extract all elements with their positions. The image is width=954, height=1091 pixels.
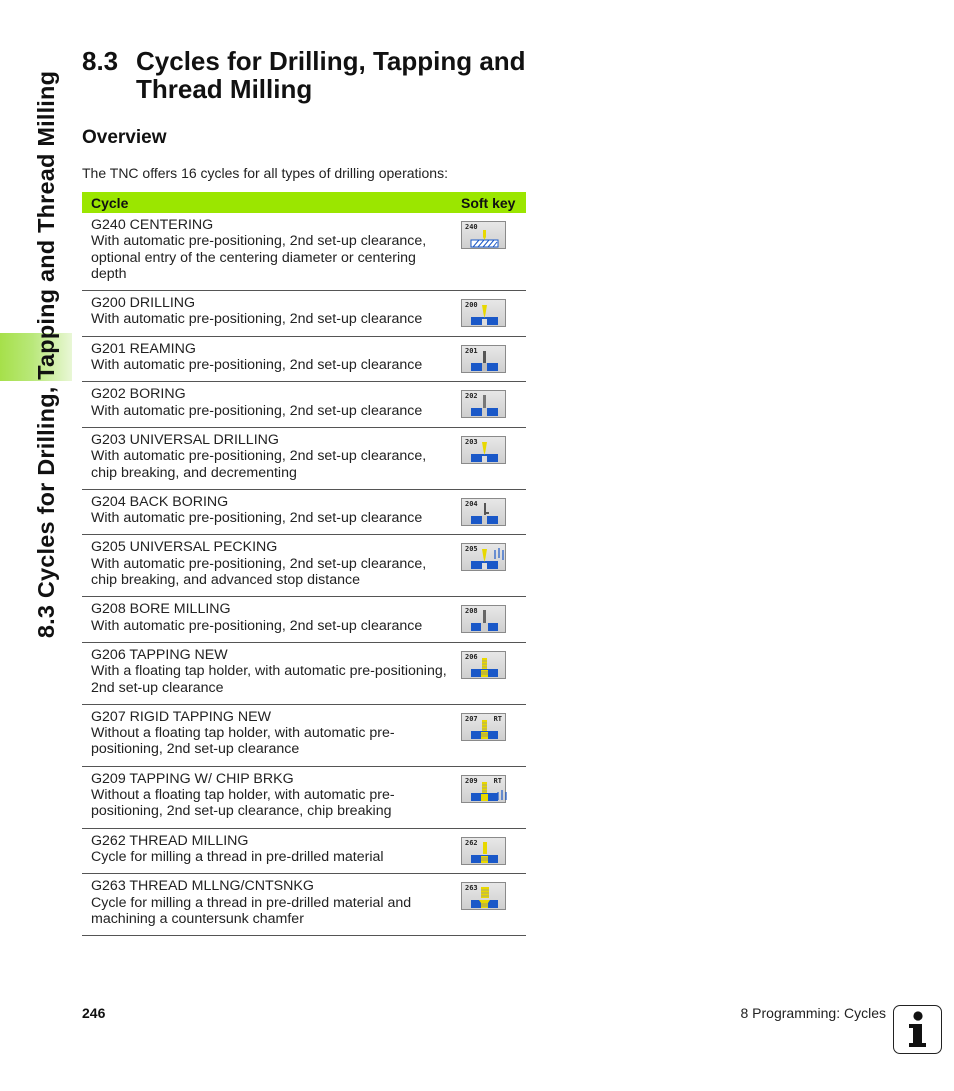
- cycle-description: Cycle for milling a thread in pre-drilled material and machining a countersunk chamfer: [91, 894, 412, 927]
- softkey-cell: [455, 489, 526, 535]
- thread-milling-icon: [462, 838, 507, 866]
- cycle-name: G263 THREAD MLLNG/CNTSNKG: [91, 878, 314, 895]
- softkey-cell: [455, 642, 526, 704]
- cycle-description: With automatic pre-positioning, 2nd set-up clearance: [91, 402, 423, 419]
- softkey-263-button[interactable]: [461, 882, 506, 910]
- cycle-description: With automatic pre-positioning, 2nd set-up clearance, chip breaking, and advanced stop distance: [91, 555, 427, 589]
- centering-icon: [462, 222, 507, 250]
- cycle-cell: [82, 642, 455, 704]
- header-cycle: Cycle: [82, 192, 455, 213]
- cycle-description: Without a floating tap holder, with automatic pre-positioning, 2nd set-up clearance, chip breaking: [91, 787, 395, 820]
- cycle-description: With automatic pre-positioning, 2nd set-up clearance, chip breaking, and decrementing: [91, 448, 427, 481]
- cycle-cell: [82, 704, 455, 766]
- cycle-cell: [82, 597, 455, 643]
- softkey-202-button[interactable]: [461, 390, 506, 418]
- softkey-cell: [455, 828, 526, 874]
- table-row: [82, 642, 526, 704]
- table-row: [82, 336, 526, 382]
- info-icon[interactable]: [893, 1005, 942, 1054]
- cycle-description: With a floating tap holder, with automatic pre-positioning, 2nd set-up clearance: [91, 663, 447, 696]
- softkey-number: 262: [465, 838, 478, 847]
- cycle-name: G208 BORE MILLING: [91, 601, 231, 618]
- cycle-cell: [82, 489, 455, 535]
- thread-countersink-icon: [462, 883, 507, 911]
- chapter-label: 8 Programming: Cycles: [740, 1005, 886, 1021]
- bore-milling-icon: [462, 606, 507, 634]
- table-row: [82, 874, 526, 936]
- tapping-chip-break-icon: [462, 776, 507, 804]
- rigid-tapping-icon: [462, 714, 507, 742]
- side-running-title: [27, 52, 67, 656]
- softkey-200-button[interactable]: [461, 299, 506, 327]
- cycle-cell: [82, 336, 455, 382]
- softkey-cell: [455, 704, 526, 766]
- table-row: [82, 213, 526, 291]
- cycle-cell: [82, 535, 455, 597]
- cycle-cell: [82, 766, 455, 828]
- cycle-cell: [82, 382, 455, 428]
- softkey-extra-label: RT: [493, 776, 502, 785]
- softkey-number: 201: [465, 346, 478, 355]
- softkey-number: 205: [465, 545, 478, 554]
- drilling-icon: [462, 300, 507, 328]
- cycle-description: With automatic pre-positioning, 2nd set-up clearance: [91, 510, 423, 527]
- cycle-description: With automatic pre-positioning, 2nd set-up clearance: [91, 357, 423, 374]
- softkey-205-button[interactable]: [461, 543, 506, 571]
- softkey-203-button[interactable]: [461, 436, 506, 464]
- softkey-cell: [455, 427, 526, 489]
- cycle-description: With automatic pre-positioning, 2nd set-up clearance: [91, 617, 423, 634]
- cycle-cell: [82, 874, 455, 936]
- cycle-description: Cycle for milling a thread in pre-drilled material: [91, 848, 384, 865]
- softkey-number: 263: [465, 884, 478, 893]
- table-row: [82, 291, 526, 337]
- softkey-number: 209: [465, 776, 478, 785]
- softkey-204-button[interactable]: [461, 498, 506, 526]
- table-row: [82, 489, 526, 535]
- softkey-262-button[interactable]: [461, 837, 506, 865]
- softkey-cell: [455, 336, 526, 382]
- table-header-row: [82, 192, 526, 213]
- back-boring-icon: [462, 499, 507, 527]
- cycles-table: [82, 192, 526, 936]
- cycle-name: G200 DRILLING: [91, 295, 196, 312]
- softkey-201-button[interactable]: [461, 345, 506, 373]
- softkey-206-button[interactable]: [461, 651, 506, 679]
- softkey-cell: [455, 382, 526, 428]
- softkey-209-button[interactable]: [461, 775, 506, 803]
- table-row: [82, 828, 526, 874]
- section-heading: [82, 47, 542, 103]
- cycle-cell: [82, 427, 455, 489]
- softkey-number: 203: [465, 437, 478, 446]
- softkey-number: 200: [465, 301, 478, 310]
- pecking-icon: [462, 544, 507, 572]
- table-row: [82, 427, 526, 489]
- cycle-name: G201 REAMING: [91, 340, 196, 357]
- softkey-number: 207: [465, 714, 478, 723]
- drilling-icon: [462, 437, 507, 465]
- section-number: 8.3: [82, 46, 119, 76]
- softkey-cell: [455, 535, 526, 597]
- cycle-description: With automatic pre-positioning, 2nd set-up clearance: [91, 311, 423, 328]
- reaming-icon: [462, 346, 507, 374]
- softkey-240-button[interactable]: [461, 221, 506, 249]
- softkey-extra-label: RT: [493, 714, 502, 723]
- overview-heading: Overview: [82, 127, 167, 148]
- section-title: Cycles for Drilling, Tapping and Thread Milling: [136, 46, 526, 104]
- table-row: [82, 535, 526, 597]
- cycle-name: G202 BORING: [91, 386, 186, 403]
- cycle-name: G205 UNIVERSAL PECKING: [91, 539, 278, 556]
- softkey-number: 202: [465, 392, 478, 401]
- cycle-description: Without a floating tap holder, with automatic pre-positioning, 2nd set-up clearance: [91, 725, 395, 758]
- softkey-207-button[interactable]: [461, 713, 506, 741]
- cycle-name: G206 TAPPING NEW: [91, 646, 228, 663]
- intro-text: The TNC offers 16 cycles for all types of drilling operations:: [82, 165, 448, 181]
- header-softkey: Soft key: [455, 192, 526, 213]
- softkey-208-button[interactable]: [461, 605, 506, 633]
- table-row: [82, 766, 526, 828]
- softkey-number: 204: [465, 499, 478, 508]
- cycle-name: G203 UNIVERSAL DRILLING: [91, 431, 279, 448]
- cycle-cell: [82, 828, 455, 874]
- softkey-number: 208: [465, 607, 478, 616]
- softkey-cell: [455, 766, 526, 828]
- boring-icon: [462, 391, 507, 419]
- softkey-number: 206: [465, 652, 478, 661]
- softkey-cell: [455, 597, 526, 643]
- cycle-cell: [82, 291, 455, 337]
- tapping-icon: [462, 652, 507, 680]
- cycle-cell: [82, 213, 455, 291]
- table-row: [82, 704, 526, 766]
- cycle-name: G209 TAPPING W/ CHIP BRKG: [91, 770, 294, 787]
- cycle-name: G204 BACK BORING: [91, 493, 229, 510]
- cycle-name: G262 THREAD MILLING: [91, 832, 249, 849]
- page-number: 246: [82, 1005, 106, 1021]
- side-title-text: 8.3 Cycles for Drilling, Tapping and Thread Milling: [33, 70, 60, 638]
- softkey-cell: [455, 213, 526, 291]
- table-row: [82, 382, 526, 428]
- softkey-cell: [455, 291, 526, 337]
- cycle-name: G207 RIGID TAPPING NEW: [91, 708, 272, 725]
- cycle-name: G240 CENTERING: [91, 217, 214, 233]
- softkey-number: 240: [465, 223, 478, 231]
- table-row: [82, 597, 526, 643]
- softkey-cell: [455, 874, 526, 936]
- cycle-description: With automatic pre-positioning, 2nd set-up clearance, optional entry of the centering diameter or centering depth: [91, 233, 427, 282]
